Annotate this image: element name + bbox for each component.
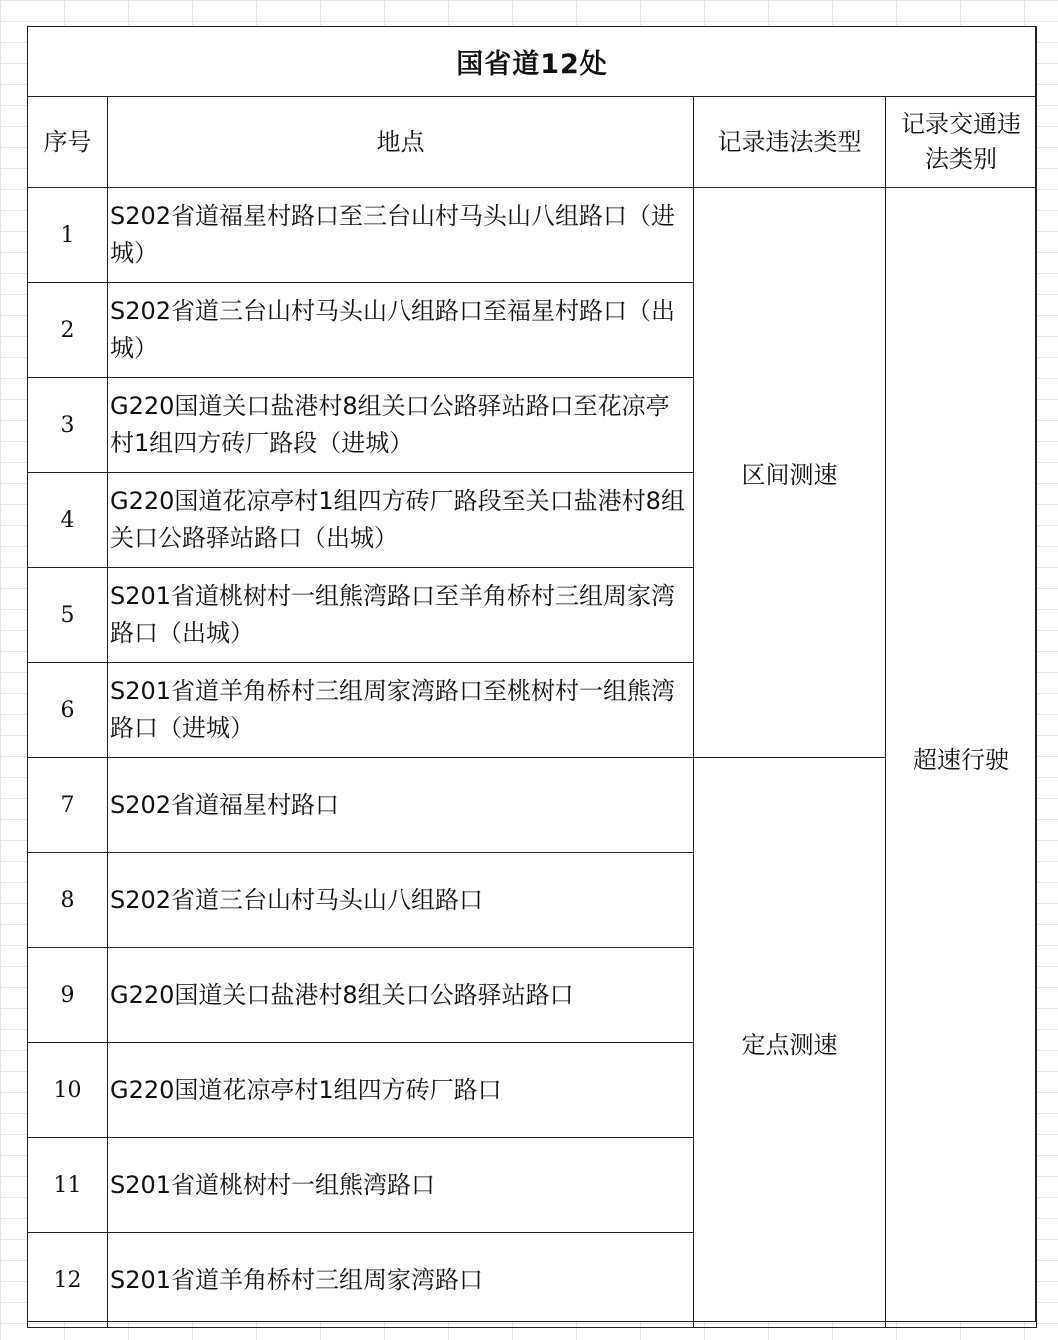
row-index: 3 <box>28 378 108 473</box>
row-location: S201省道桃树村一组熊湾路口至羊角桥村三组周家湾路口（出城） <box>108 568 694 663</box>
violation-category-speeding: 超速行驶 <box>886 188 1037 1328</box>
header-record-type: 记录违法类型 <box>694 97 886 188</box>
header-location: 地点 <box>108 97 694 188</box>
row-location: S202省道三台山村马头山八组路口至福星村路口（出城） <box>108 283 694 378</box>
speed-camera-table <box>27 26 1037 1328</box>
row-location: G220国道关口盐港村8组关口公路驿站路口 <box>108 948 694 1043</box>
row-index: 8 <box>28 853 108 948</box>
record-type-interval: 区间测速 <box>694 188 886 758</box>
record-type-fixed: 定点测速 <box>694 758 886 1328</box>
row-location: G220国道花凉亭村1组四方砖厂路段至关口盐港村8组关口公路驿站路口（出城） <box>108 473 694 568</box>
header-index: 序号 <box>28 97 108 188</box>
row-location: S201省道羊角桥村三组周家湾路口至桃树村一组熊湾路口（进城） <box>108 663 694 758</box>
row-index: 5 <box>28 568 108 663</box>
table-title: 国省道12处 <box>28 27 1037 97</box>
table-row <box>28 188 1037 283</box>
row-index: 4 <box>28 473 108 568</box>
row-index: 2 <box>28 283 108 378</box>
row-location: S201省道羊角桥村三组周家湾路口 <box>108 1233 694 1328</box>
row-index: 10 <box>28 1043 108 1138</box>
row-location: G220国道花凉亭村1组四方砖厂路口 <box>108 1043 694 1138</box>
row-location: G220国道关口盐港村8组关口公路驿站路口至花凉亭村1组四方砖厂路段（进城） <box>108 378 694 473</box>
row-index: 1 <box>28 188 108 283</box>
row-location: S202省道福星村路口至三台山村马头山八组路口（进城） <box>108 188 694 283</box>
row-location: S201省道桃树村一组熊湾路口 <box>108 1138 694 1233</box>
row-index: 11 <box>28 1138 108 1233</box>
row-index: 6 <box>28 663 108 758</box>
row-location: S202省道三台山村马头山八组路口 <box>108 853 694 948</box>
row-index: 9 <box>28 948 108 1043</box>
table-row <box>28 758 1037 853</box>
row-location: S202省道福星村路口 <box>108 758 694 853</box>
row-index: 12 <box>28 1233 108 1328</box>
row-index: 7 <box>28 758 108 853</box>
header-violation-category: 记录交通违法类别 <box>886 97 1037 188</box>
